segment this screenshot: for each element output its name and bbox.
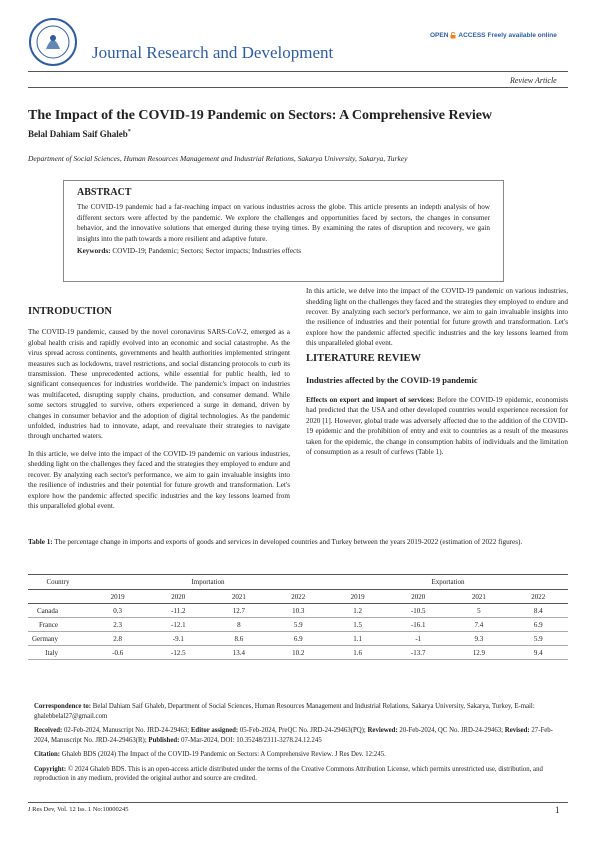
footer-journal-info: J Res Dev, Vol. 12 Iss. 1 No:10000245 bbox=[28, 806, 129, 813]
year-header: 2019 bbox=[328, 590, 387, 604]
table-cell: -13.7 bbox=[387, 646, 449, 660]
introduction-heading: INTRODUCTION bbox=[28, 306, 113, 317]
open-access-badge bbox=[430, 32, 557, 39]
introduction-continued bbox=[306, 286, 568, 348]
abstract-text: The COVID-19 pandemic had a far-reaching impact on various industries across the globe. This article presents an indepth analysis of how different sectors were affected by the pandemic. We explore the challenges and opportunities faced by sectors, the changes in consumer behavior, and the innovative solutions that emerged during these trying times. By examining the rates of disruption and recovery, we gain insights into the path towards a more resilient and adaptive future. bbox=[77, 203, 490, 243]
data-table bbox=[28, 574, 568, 660]
table-row bbox=[28, 632, 568, 646]
published-label: Published: bbox=[148, 736, 180, 744]
table-cell: 6.9 bbox=[269, 632, 328, 646]
literature-paragraph bbox=[306, 395, 568, 457]
open-access-prefix: OPEN bbox=[430, 32, 449, 39]
published-date: 07-Mar-2024, DOI: 10.35248/2311-3278.24.12.245 bbox=[181, 736, 322, 744]
correspondence-label: Correspondence to: bbox=[34, 703, 92, 710]
introduction-paragraph-2: In this article, we delve into the impact of the COVID-19 pandemic on various industries, shedding light on the challenges they faced and the strategies they employed to endure and recover. By analyzing each sector's performance, we aim to gain invaluable insights into the resilience of industries and their potential for future growth and transformation. Let's explore how the pandemic affected specific industries and the key lessons learned from this unparalleled global event. bbox=[28, 449, 290, 510]
author-name: Belal Dahiam Saif Ghaleb bbox=[28, 129, 128, 139]
table-caption-text: The percentage change in imports and exports of goods and services in developed countries and Turkey between the years 2019-2022 (estimation of 2022 figures). bbox=[54, 538, 523, 546]
citation-label: Citation: bbox=[34, 751, 61, 758]
introduction-paragraph-1: The COVID-19 pandemic, caused by the novel coronavirus SARS-CoV-2, emerged as a global health crisis and rapidly evolved into an economic and social catastrophe. As the virus spread across continents, governments and health authorities implemented stringent measures such as lockdowns, travel restrictions, and social distancing protocols to curb its transmission. These unprecedented actions, while essential for public health, led to significant consequences for industries worldwide. The pandemic's impact on industries was multifaceted, disrupting supply chains, production, and consumer demand. While some sectors struggled to survive, others experienced a surge in demand, driven by changes in consumer behavior and the adoption of digital technologies. As the pandemic unfolded, industries had to innovate, adapt, and reevaluate their strategies to navigate through uncharted waters. bbox=[28, 328, 290, 441]
open-lock-icon bbox=[450, 32, 456, 39]
abstract-box bbox=[63, 180, 504, 282]
table-cell: -9.1 bbox=[147, 632, 209, 646]
footer-divider bbox=[28, 802, 568, 803]
table-cell: 1.6 bbox=[328, 646, 387, 660]
table-cell: 2.3 bbox=[88, 618, 147, 632]
literature-subheading: Industries affected by the COVID-19 pandemic bbox=[306, 374, 478, 385]
table-cell: 6.9 bbox=[509, 618, 568, 632]
year-header: 2020 bbox=[147, 590, 209, 604]
introduction-paragraph-2-continued: In this article, we delve into the impact of the COVID-19 pandemic on various industries, shedding light on the challenges they faced and the strategies they employed to endure and recover. By analyzing each sector's performance, we aim to gain invaluable insights into the resilience of industries and their potential for future growth and transformation. Let's explore how the pandemic affected specific industries and the key lessons learned from this unparalleled global event. bbox=[306, 287, 568, 348]
table-cell: -1 bbox=[387, 632, 449, 646]
keywords-label: Keywords: bbox=[77, 247, 111, 255]
table-cell: 10.3 bbox=[269, 604, 328, 618]
year-header: 2020 bbox=[387, 590, 449, 604]
correspondence-text: Belal Dahiam Saif Ghaleb, Department of Social Sciences, Human Resources Management and Industrial Relations, Sakarya University, Sakarya, Turkey, E-mail: ghalebbelal27@gmail.com bbox=[34, 703, 535, 720]
keywords-line bbox=[77, 247, 490, 255]
column-header-country: Country bbox=[28, 575, 88, 590]
editor-label: Editor assigned: bbox=[190, 727, 239, 734]
journal-logo-seal bbox=[28, 17, 78, 67]
row-country: Italy bbox=[28, 646, 88, 660]
table-cell: 2.8 bbox=[88, 632, 147, 646]
received-date: 02-Feb-2024, Manuscript No. JRD-24-29463; bbox=[64, 727, 190, 734]
table-cell: 8.6 bbox=[209, 632, 268, 646]
article-notes bbox=[34, 702, 564, 789]
reviewed-label: Reviewed: bbox=[367, 727, 398, 734]
year-header: 2022 bbox=[269, 590, 328, 604]
table-cell: 13.4 bbox=[209, 646, 268, 660]
column-group-exportation: Exportation bbox=[328, 575, 568, 590]
keywords: COVID-19; Pandemic; Sectors; Sector impacts; Industries effects bbox=[112, 247, 302, 255]
citation-text: Ghaleb BDS (2024) The Impact of the COVID-19 Pandemic on Sectors: A Comprehensive Review. J Res Dev. 12:245. bbox=[61, 751, 386, 758]
row-country: France bbox=[28, 618, 88, 632]
table-cell: 1.1 bbox=[328, 632, 387, 646]
table-row bbox=[28, 618, 568, 632]
article-type: Review Article bbox=[510, 76, 557, 85]
table-cell: 12.9 bbox=[449, 646, 508, 660]
right-column bbox=[306, 287, 569, 464]
table-row bbox=[28, 646, 568, 660]
copyright-label: Copyright: bbox=[34, 765, 67, 773]
table-caption bbox=[28, 537, 568, 547]
page-number: 1 bbox=[555, 805, 560, 815]
table-cell: 8 bbox=[209, 618, 268, 632]
table-cell: 5.9 bbox=[509, 632, 568, 646]
literature-text: Before the COVID-19 epidemic, economists had predicted that the USA and other developed countries would experience recession for 2020 [1]. However, global trade was adversely affected due to the addition of the COVID-19 epidemic and the prohibition of entry and exit to countries as a result of the measures taken for the epidemic, the change in consumption habits of individuals and the limitation of consumption as a result of curfews (Table 1). bbox=[306, 396, 569, 457]
revised-date: 27-Feb-2024, Manuscript No. JRD-24-29463(R); bbox=[34, 727, 553, 744]
literature-heading: LITERATURE REVIEW bbox=[306, 353, 422, 365]
editor-date: 05-Feb-2024, PreQC No. JRD-24-29463(PQ); bbox=[239, 727, 366, 734]
article-title: The Impact of the COVID-19 Pandemic on Sectors: A Comprehensive Review bbox=[28, 108, 493, 123]
table-cell: 5.9 bbox=[269, 618, 328, 632]
copyright-text: © 2024 Ghaleb BDS. This is an open-access article distributed under the terms of the Creative Commons Attribution License, which permits unrestricted use, distribution, and reproduction in any medium, provided the original author and source are credited. bbox=[34, 765, 543, 782]
table-cell: -16.1 bbox=[387, 618, 449, 632]
author-mark: * bbox=[127, 129, 131, 135]
affiliation: Department of Social Sciences, Human Resources Management and Industrial Relations, Sakarya University, Sakarya, Turkey bbox=[28, 154, 408, 163]
table-cell: -11.2 bbox=[147, 604, 209, 618]
table-cell: 0.3 bbox=[88, 604, 147, 618]
row-country: Canada bbox=[28, 604, 88, 618]
table-cell: 12.7 bbox=[209, 604, 268, 618]
revised-label: Revised: bbox=[504, 727, 530, 734]
table-cell: -12.5 bbox=[147, 646, 209, 660]
header-divider-lower bbox=[28, 87, 568, 88]
table-cell: -10.5 bbox=[387, 604, 449, 618]
literature-lead: Effects on export and import of services: bbox=[306, 396, 435, 405]
table-cell: 1.5 bbox=[328, 618, 387, 632]
column-group-importation: Importation bbox=[88, 575, 328, 590]
table-cell: 9.3 bbox=[449, 632, 508, 646]
open-access-suffix: ACCESS bbox=[458, 32, 486, 39]
year-header: 2019 bbox=[88, 590, 147, 604]
citation bbox=[34, 750, 564, 760]
year-header: 2021 bbox=[209, 590, 268, 604]
table-caption-label: Table 1: bbox=[28, 538, 53, 546]
table-cell: 9.4 bbox=[509, 646, 568, 660]
table-cell: 1.2 bbox=[328, 604, 387, 618]
table-row bbox=[28, 604, 568, 618]
table-cell: 8.4 bbox=[509, 604, 568, 618]
abstract-heading: ABSTRACT bbox=[77, 187, 132, 198]
author-line bbox=[28, 129, 131, 139]
year-header: 2022 bbox=[509, 590, 568, 604]
header-divider bbox=[28, 71, 568, 72]
table-cell: -0.6 bbox=[88, 646, 147, 660]
correspondence bbox=[34, 702, 564, 721]
table-cell: 10.2 bbox=[269, 646, 328, 660]
year-header: 2021 bbox=[449, 590, 508, 604]
received-label: Received: bbox=[34, 727, 63, 734]
table-cell: 7.4 bbox=[449, 618, 508, 632]
reviewed-date: 20-Feb-2024, QC No. JRD-24-29463; bbox=[399, 727, 504, 734]
left-column bbox=[28, 306, 290, 510]
table-cell: -12.1 bbox=[147, 618, 209, 632]
article-dates bbox=[34, 726, 564, 745]
table-cell: 5 bbox=[449, 604, 508, 618]
open-access-tagline: Freely available online bbox=[487, 32, 557, 39]
journal-name: Journal Research and Development bbox=[92, 43, 334, 62]
row-country: Germany bbox=[28, 632, 88, 646]
copyright bbox=[34, 765, 564, 784]
